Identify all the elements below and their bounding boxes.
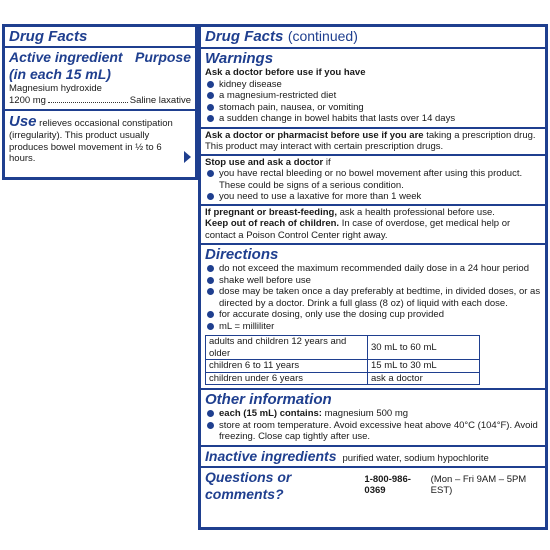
inactive-heading: Inactive ingredients bbox=[205, 447, 337, 464]
directions-list bbox=[205, 263, 541, 332]
table-cell: ask a doctor bbox=[368, 372, 480, 385]
drug-facts-left-panel bbox=[2, 24, 198, 180]
table-row bbox=[206, 360, 480, 373]
questions-heading: Questions or comments? bbox=[205, 468, 292, 502]
stop-use-list bbox=[205, 168, 541, 180]
stop-use-continuation: These could be signs of a serious condition. bbox=[219, 179, 404, 191]
drug-facts-title: Drug Facts bbox=[9, 28, 88, 45]
stop-use-if: if bbox=[325, 156, 331, 168]
table-cell: children 6 to 11 years bbox=[206, 360, 368, 373]
stop-use-list-2 bbox=[205, 191, 541, 203]
each-contains-label: each (15 mL) contains: bbox=[219, 408, 322, 419]
active-ingredient-box bbox=[5, 48, 195, 111]
list-item: a magnesium-restricted diet bbox=[205, 90, 541, 102]
phone-number: 1-800-986-0369 bbox=[364, 473, 411, 496]
pharmacist-box bbox=[201, 129, 545, 156]
list-item: store at room temperature. Avoid excessive heat above 40°C (104°F). Avoid freezing. Close cap tightly after use. bbox=[205, 420, 541, 443]
each-contains-value: magnesium 500 mg bbox=[324, 408, 409, 419]
list-item: do not exceed the maximum recommended daily dose in a 24 hour period bbox=[205, 263, 541, 275]
warnings-heading: Warnings bbox=[205, 50, 274, 67]
list-item bbox=[205, 408, 541, 420]
table-cell: 30 mL to 60 mL bbox=[368, 336, 480, 360]
phone-hours: (Mon – Fri 9AM – 5PM EST) bbox=[430, 473, 527, 496]
pregnancy-heading: If pregnant or breast-feeding, bbox=[205, 206, 337, 218]
list-item: for accurate dosing, only use the dosing cup provided bbox=[205, 309, 541, 321]
other-info-heading: Other information bbox=[205, 391, 332, 408]
drug-facts-right-panel bbox=[198, 24, 548, 530]
pregnancy-box bbox=[201, 206, 545, 246]
leader-dots bbox=[48, 102, 128, 103]
questions-box bbox=[201, 468, 545, 504]
list-item: shake well before use bbox=[205, 275, 541, 287]
list-item: you need to use a laxative for more than 1 week bbox=[205, 191, 541, 203]
use-heading: Use bbox=[9, 113, 37, 130]
stop-use-heading: Stop use and ask a doctor bbox=[205, 156, 324, 168]
inactive-text: purified water, sodium hypochlorite bbox=[342, 452, 489, 464]
continued-arrow-icon bbox=[184, 151, 191, 163]
keep-out-text: In case of overdose, get medical help or contact a Poison Control Center right away. bbox=[205, 218, 511, 241]
pregnancy-text: ask a health professional before use. bbox=[339, 206, 495, 218]
directions-heading: Directions bbox=[205, 246, 279, 263]
list-item: a sudden change in bowel habits that lasts over 14 days bbox=[205, 113, 541, 125]
pharmacist-heading: Ask a doctor or pharmacist before use if you are bbox=[205, 129, 424, 141]
table-cell: 15 mL to 30 mL bbox=[368, 360, 480, 373]
table-cell: adults and children 12 years and older bbox=[206, 336, 368, 360]
list-item: stomach pain, nausea, or vomiting bbox=[205, 102, 541, 114]
keep-out-heading: Keep out of reach of children. bbox=[205, 218, 340, 229]
ingredient-name: Magnesium hydroxide bbox=[9, 83, 102, 94]
ingredient-purpose: Saline laxative bbox=[129, 94, 191, 106]
dosage-table bbox=[205, 335, 480, 385]
purpose-heading: Purpose bbox=[134, 49, 191, 65]
pharmacist-text: taking a prescription drug. This product may interact with certain prescription drugs. bbox=[205, 129, 536, 152]
ask-doctor-heading: Ask a doctor before use if you have bbox=[205, 67, 366, 78]
stop-use-box bbox=[201, 156, 545, 206]
table-cell: children under 6 years bbox=[206, 372, 368, 385]
list-item: dose may be taken once a day preferably at bedtime, in divided doses, or as directed by a doctor. Drink a full glass (8 oz) of liquid with each dose. bbox=[205, 286, 541, 309]
table-row bbox=[206, 372, 480, 385]
ask-doctor-list bbox=[205, 79, 541, 125]
use-text: relieves occasional constipation (irregularity). This product usually produces bowel movement in ½ to 6 hours. bbox=[9, 118, 173, 164]
continued-label: (continued) bbox=[287, 28, 358, 44]
list-item: mL = milliliter bbox=[205, 321, 541, 333]
drug-facts-continued-title: Drug Facts bbox=[205, 28, 284, 45]
directions-box bbox=[201, 245, 545, 390]
use-box bbox=[5, 111, 195, 166]
active-ingredient-heading: Active ingredient bbox=[9, 49, 123, 65]
ingredient-amount: 1200 mg bbox=[9, 94, 46, 106]
drug-facts-title-box bbox=[5, 27, 195, 48]
other-info-box bbox=[201, 390, 545, 447]
warnings-box bbox=[201, 49, 545, 129]
table-row bbox=[206, 336, 480, 360]
per-dose-label: (in each 15 mL) bbox=[9, 66, 111, 82]
inactive-box bbox=[201, 447, 545, 468]
list-item: you have rectal bleeding or no bowel movement after using this product. bbox=[205, 168, 541, 180]
continued-title-box bbox=[201, 27, 545, 49]
list-item: kidney disease bbox=[205, 79, 541, 91]
other-info-list bbox=[205, 408, 541, 443]
